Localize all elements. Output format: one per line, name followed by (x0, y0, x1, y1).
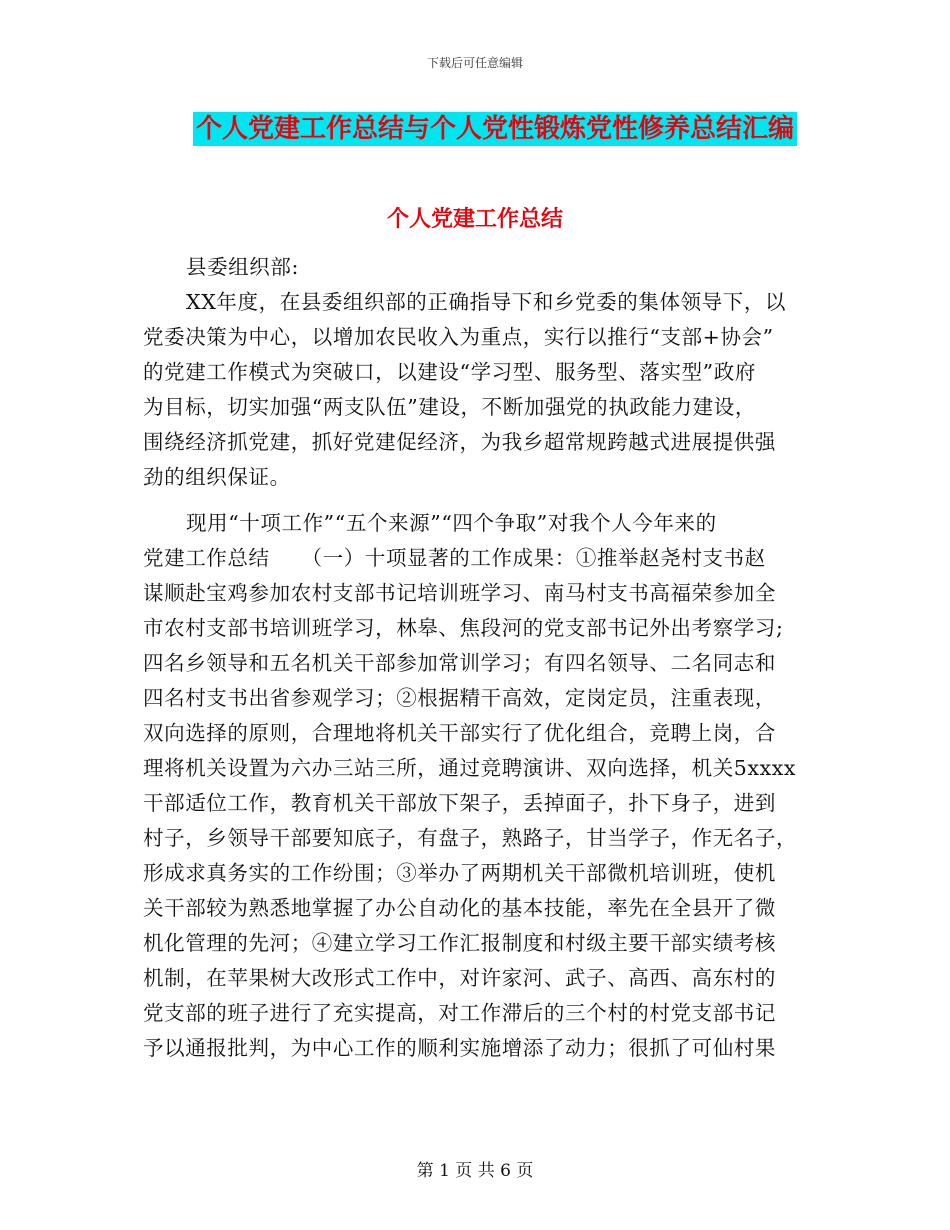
body-line: 四名村支书出省参观学习；②根据精干高效，定岗定员，注重表现， (143, 686, 776, 710)
body-line: 为目标，切实加强“两支队伍”建设，不断加强党的执政能力建设， (143, 395, 756, 419)
body-line: 机化管理的先河；④建立学习工作汇报制度和村级主要干部实绩考核 (143, 931, 776, 955)
body-line: 机制，在苹果树大改形式工作中，对许家河、武子、高西、高东村的 (143, 966, 776, 990)
document-title: 个人党建工作总结与个人党性锻炼党性修养总结汇编 (193, 112, 797, 146)
body-line: 县委组织部: (186, 255, 300, 279)
body-line: 市农村支部书培训班学习，林皋、焦段河的党支部书记外出考察学习; (143, 616, 784, 640)
body-line: 村子，乡领导干部要知底子，有盘子，熟路子，甘当学子，作无名子， (143, 826, 798, 850)
page-number-footer: 第 1 页 共 6 页 (416, 1161, 534, 1181)
body-line: 围绕经济抓党建，抓好党建促经济，为我乡超常规跨越式进展提供强 (143, 430, 776, 454)
body-line: 党建工作总结 （一）十项显著的工作成果：①推举赵尧村支书赵 (143, 546, 766, 570)
body-line: 党支部的班子进行了充实提高，对工作滞后的三个村的村党支部书记 (143, 1001, 776, 1025)
body-line: 的党建工作模式为突破口，以建设“学习型、服务型、落实型”政府 (143, 360, 756, 384)
body-line: 予以通报批判，为中心工作的顺利实施增添了动力；很抓了可仙村果 (143, 1036, 776, 1060)
body-line: 四名乡领导和五名机关干部参加常训学习；有四名领导、二名同志和 (143, 651, 776, 675)
body-line: 党委决策为中心，以增加农民收入为重点，实行以推行“支部+协会” (143, 325, 774, 349)
header-note: 下载后可任意编辑 (426, 56, 523, 70)
body-line: XX年度，在县委组织部的正确指导下和乡党委的集体领导下，以 (186, 290, 787, 314)
body-line: 干部适位工作，教育机关干部放下架子，丢掉面子，扑下身子，进到 (143, 791, 776, 815)
body-line: 关干部较为熟悉地掌握了办公自动化的基本技能，率先在全县开了微 (143, 896, 776, 920)
section-title: 个人党建工作总结 (386, 207, 563, 232)
body-line: 谋顺赴宝鸡参加农村支部书记培训班学习、南马村支书高福荣参加全 (143, 581, 776, 605)
body-line: 双向选择的原则，合理地将机关干部实行了优化组合，竞聘上岗，合 (143, 721, 776, 745)
body-line: 形成求真务实的工作纷围；③举办了两期机关干部微机培训班，使机 (143, 861, 776, 885)
body-line: 劲的组织保证。 (143, 465, 291, 489)
body-line: 现用“十项工作”“五个来源”“四个争取”对我个人今年来的 (186, 511, 717, 535)
body-line: 理将机关设置为六办三站三所，通过竞聘演讲、双向选择，机关5xxxx (143, 756, 797, 780)
